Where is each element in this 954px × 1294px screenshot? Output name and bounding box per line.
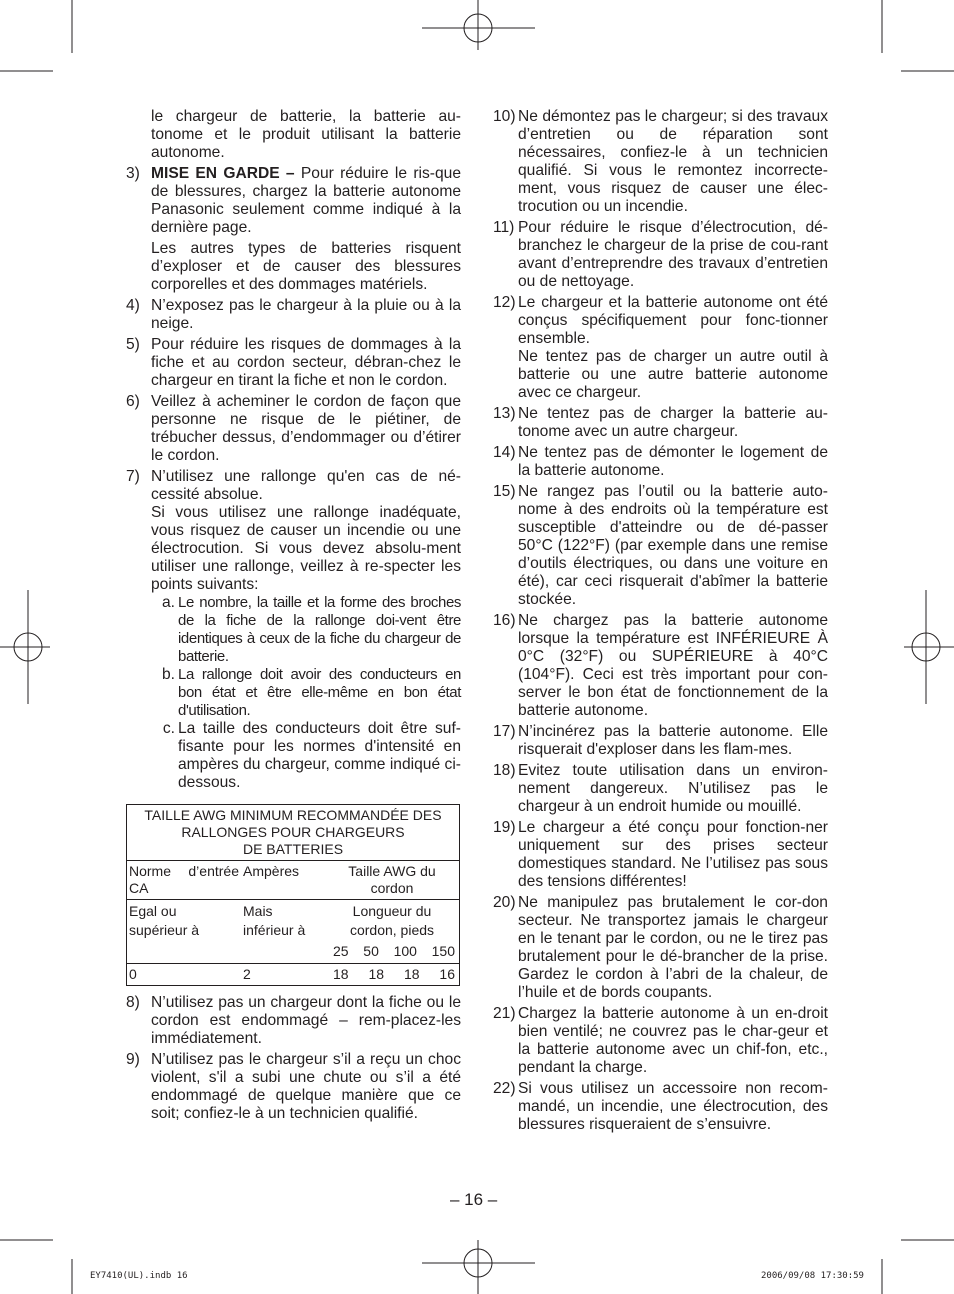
list-item-10 (493, 108, 828, 216)
item-continuation: Si vous utilisez une rallonge inadéquate, vous risquez de causer un incendie ou une électrocution. Si vous devez absolu-ment utiliser une rallonge, veillez à re-specter les points suivants: (151, 504, 461, 593)
list-item-19 (493, 819, 828, 891)
table-cell: 18 18 18 16 (325, 964, 460, 986)
list-item-12 (493, 294, 828, 348)
table-cell: Mais inférieur à (241, 900, 325, 964)
item-text: N’exposez pas le chargeur à la pluie ou à la neige. (151, 297, 461, 332)
item-text: Le chargeur et la batterie autonome ont été conçus spécifiquement pour fonc-tionner ensemble. (518, 294, 828, 347)
item-number: 9) (126, 1051, 140, 1068)
item-number: 5) (126, 336, 140, 353)
item-number: 12) (493, 294, 516, 311)
item-number: 10) (493, 108, 516, 125)
item-number: b. (161, 666, 175, 683)
item-text: Pour réduire les risques de dommages à la fiche et au cordon secteur, débran-chez le chargeur en tirant la fiche et non le cordon. (151, 336, 461, 389)
item-continuation: Ne tentez pas de charger un autre outil à batterie ou une autre batterie autonome avec ce chargeur. (518, 348, 828, 401)
list-item-5 (126, 336, 461, 390)
item-number: 15) (493, 483, 516, 500)
length-row: 25 50 100 150 (333, 943, 455, 959)
intro-text: le chargeur de batterie, la batterie au-tonome et le produit utilisant la batterie autonome. (151, 108, 461, 161)
item-text: Veillez à acheminer le cordon de façon que personne ne risque de le piétiner, de trébucher dessus, d’endommager ou d’étirer le cordon. (151, 393, 461, 464)
item-number: c. (162, 720, 175, 737)
table-cell: 0 (127, 964, 242, 986)
item-text: Si vous utilisez un accessoire non recom-mandé, un incendie, une électrocution, des blessures risqueraient de s’ensuivre. (518, 1080, 828, 1133)
list-item-18 (493, 762, 828, 816)
list-item-4 (126, 297, 461, 333)
list-item-14 (493, 444, 828, 480)
item-text: Le chargeur a été conçu pour fonction-ner uniquement sur des prises secteur domestiques standard. Ne l’utilisez pas sous des tensions différentes! (518, 819, 828, 890)
item-number: 6) (126, 393, 140, 410)
table-title: TAILLE AWG MINIMUM RECOMMANDÉE DES RALLONGES POUR CHARGEURS DE BATTERIES (127, 805, 460, 861)
item-text: Ne tentez pas de démonter le logement de la batterie autonome. (518, 444, 828, 479)
item-number: 11) (493, 219, 515, 236)
item-number: 8) (126, 994, 140, 1011)
table-subheader-row (127, 900, 460, 964)
item-text: N’utilisez pas le chargeur s’il a reçu un choc violent, s'il a subi une chute ou s’il a été endommagé de quelque manière que ce soit; confiez-le à un technicien qualifié. (151, 1051, 461, 1122)
table-header-cell: Taille AWG du cordon (325, 861, 460, 900)
list-item-20 (493, 894, 828, 1002)
list-item-13 (493, 405, 828, 441)
item-number: 21) (493, 1005, 516, 1022)
sub-item-b (151, 666, 461, 720)
item-text: Pour réduire le ris-que de blessures, chargez la batterie autonome Panasonic seulement comme indiqué à la dernière page. (151, 165, 461, 236)
list-item-7 (126, 468, 461, 504)
item-number: 13) (493, 405, 516, 422)
item-number: 20) (493, 894, 516, 911)
item-number: 16) (493, 612, 516, 629)
print-slug-file: EY7410(UL).indb 16 (90, 1271, 188, 1281)
page-number: – 16 – (450, 1190, 498, 1209)
right-column (493, 108, 828, 1137)
item-number: 19) (493, 819, 516, 836)
item-number: 22) (493, 1080, 516, 1097)
item-text: Chargez la batterie autonome à un en-droit bien ventilé; ne couvrez pas le char-geur et la batterie autonome avec un chif-fon, etc., pendant la charge. (518, 1005, 828, 1076)
list-item-16 (493, 612, 828, 720)
item-text: N’incinérez pas la batterie autonome. Elle risquerait d'exploser dans les flam-mes. (518, 723, 828, 758)
item-number: 14) (493, 444, 516, 461)
item-text: Ne démontez pas le chargeur; si des travaux d’entretien ou de réparation sont nécessaires, confiez-le à un technicien qualifié. Si vous le remontez incorrecte-ment, vous risquez de causer une élec-trocution ou un incendie. (518, 108, 828, 215)
table-row (127, 964, 460, 986)
item-number: 7) (126, 468, 140, 485)
item-text: Ne manipulez pas brutalement le cor-don secteur. Ne transportez jamais le chargeur en le tenant par le cordon, ou ne le tirez pas brutalement pour le dé-brancher de la prise. Gardez le cordon à l’abri de la chaleur, de l’huile et de bords coupants. (518, 894, 828, 1001)
item-text: Le nombre, la taille et la forme des broches de la fiche de la rallonge doi-vent être identiques à ceux de la fiche du chargeur de batterie. (178, 594, 461, 665)
item-number: a. (161, 594, 175, 611)
item-number: 4) (126, 297, 140, 314)
print-slug-date: 2006/09/08 17:30:59 (761, 1271, 864, 1281)
list-item-3 (126, 165, 461, 237)
awg-table (126, 804, 460, 986)
left-column (126, 108, 461, 1126)
item-text: N’utilisez une rallonge qu'en cas de né-cessité absolue. (151, 468, 461, 503)
list-item-15 (493, 483, 828, 609)
list-item-6 (126, 393, 461, 465)
list-item-21 (493, 1005, 828, 1077)
sub-item-a (151, 594, 461, 666)
item-text: N’utilisez pas un chargeur dont la fiche ou le cordon est endommagé – rem-placez-les immédiatement. (151, 994, 461, 1047)
item-continuation: Les autres types de batteries risquent d’exploser et de causer des blessures corporelles et des dommages matériels. (151, 240, 461, 293)
list-item-22 (493, 1080, 828, 1134)
item-number: 3) (126, 165, 140, 182)
table-header-row (127, 861, 460, 900)
table-header-cell: Ampères (241, 861, 325, 900)
item-text: Ne chargez pas la batterie autonome lorsque la température est INFÉRIEURE À 0°C (32°F) ou SUPÉRIEURE à 40°C (104°F). Ceci est très important pour con-server le bon état de fonctionnement de la batterie autonome. (518, 612, 828, 719)
table-cell: Egal ou supérieur à (127, 900, 242, 964)
item-text: Evitez toute utilisation dans un environ-nement dangereux. N’utilisez pas le chargeur à un endroit humide ou mouillé. (518, 762, 828, 815)
table-header-cell: Norme d’entrée CA (127, 861, 242, 900)
list-item-8 (126, 994, 461, 1048)
list-item-9 (126, 1051, 461, 1123)
item-text: Pour réduire le risque d’électrocution, dé-branchez le chargeur de la prise de cou-rant avant d’entreprendre des travaux d’entretien ou de nettoyage. (518, 219, 828, 290)
sub-item-c (151, 720, 461, 792)
table-cell: 2 (241, 964, 325, 986)
item-number: 17) (493, 723, 516, 740)
table-cell: Longueur du cordon, pieds 25 50 100 150 (325, 900, 460, 964)
list-item-17 (493, 723, 828, 759)
item-text: Ne tentez pas de charger la batterie au-tonome avec un autre chargeur. (518, 405, 828, 440)
list-item-11 (493, 219, 828, 291)
item-text: Ne rangez pas l’outil ou la batterie auto-nome à des endroits où la température est susceptible d'atteindre ou de dé-passer 50°C (122°F) (par exemple dans une remise d’outils électriques, ou dans une voiture en été), car ceci risquerait d'abîmer la batterie stockée. (518, 483, 828, 608)
item-text: La taille des conducteurs doit être suf-fisante pour les normes d'intensité en ampères du chargeur, comme indiqué ci-dessous. (178, 720, 461, 791)
warning-label: MISE EN GARDE – (151, 165, 295, 182)
item-text: La rallonge doit avoir des conducteurs en bon état et être elle-même en bon état d'utilisation. (178, 666, 461, 719)
item-number: 18) (493, 762, 516, 779)
